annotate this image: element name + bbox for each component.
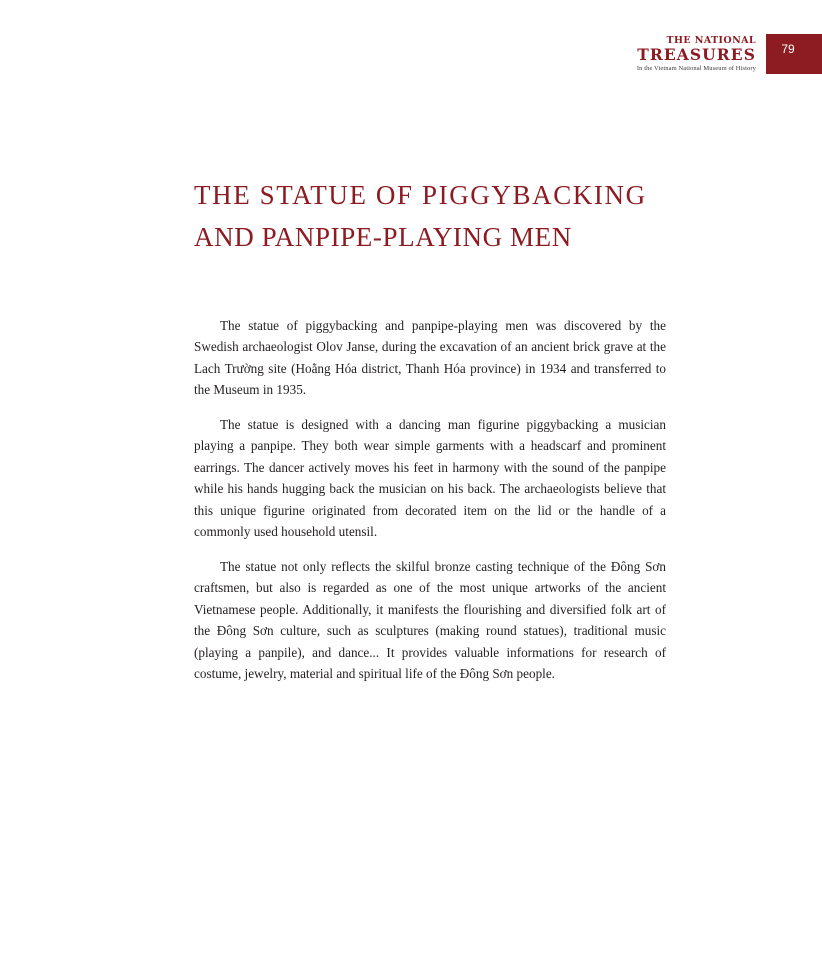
page-title [194,175,666,259]
article-content [194,175,666,698]
page-number-badge [766,34,822,74]
paragraph-1: The statue of piggybacking and panpipe-playing men was discovered by the Swedish archaeologist Olov Janse, during the excavation of an ancient brick grave at the Lach Trường site (Hoằng Hóa district, Thanh Hóa province) in 1934 and transferred to the Museum in 1935. [194,317,666,398]
paragraph-2: The statue is designed with a dancing man figurine piggybacking a musician playing a panpipe. They both wear simple garments with a headscarf and prominent earrings. The dancer actively moves his feet in harmony with the sound of the panpipe while his hands hugging back the musician on his back. The archaeologists believe that this unique figurine originated from decorated item on the lid or the handle of a commonly used household utensil. [194,416,666,540]
publication-brand [637,34,766,74]
page-number: 79 [781,42,795,56]
title-line-1: THE STATUE OF PIGGYBACKING [194,180,647,210]
paragraph-3: The statue not only reflects the skilful bronze casting technique of the Đông Sơn craftsmen, but also is regarded as one of the most unique artworks of the ancient Vietnamese people. Additionally, it manifests the flourishing and diversified folk art of the Đông Sơn culture, such as sculptures (making round statues), traditional music (playing a panpile), and dance... It provides valuable informations for research of costume, jewelry, material and spiritual life of the Đông Sơn people. [194,558,666,682]
page-header [637,34,822,74]
brand-line-1: THE NATIONAL [666,34,756,46]
title-line-2: AND PANPIPE-PLAYING MEN [194,221,572,252]
brand-line-2: TREASURES [637,45,756,65]
brand-subtitle: In the Vietnam National Museum of History [636,64,756,72]
